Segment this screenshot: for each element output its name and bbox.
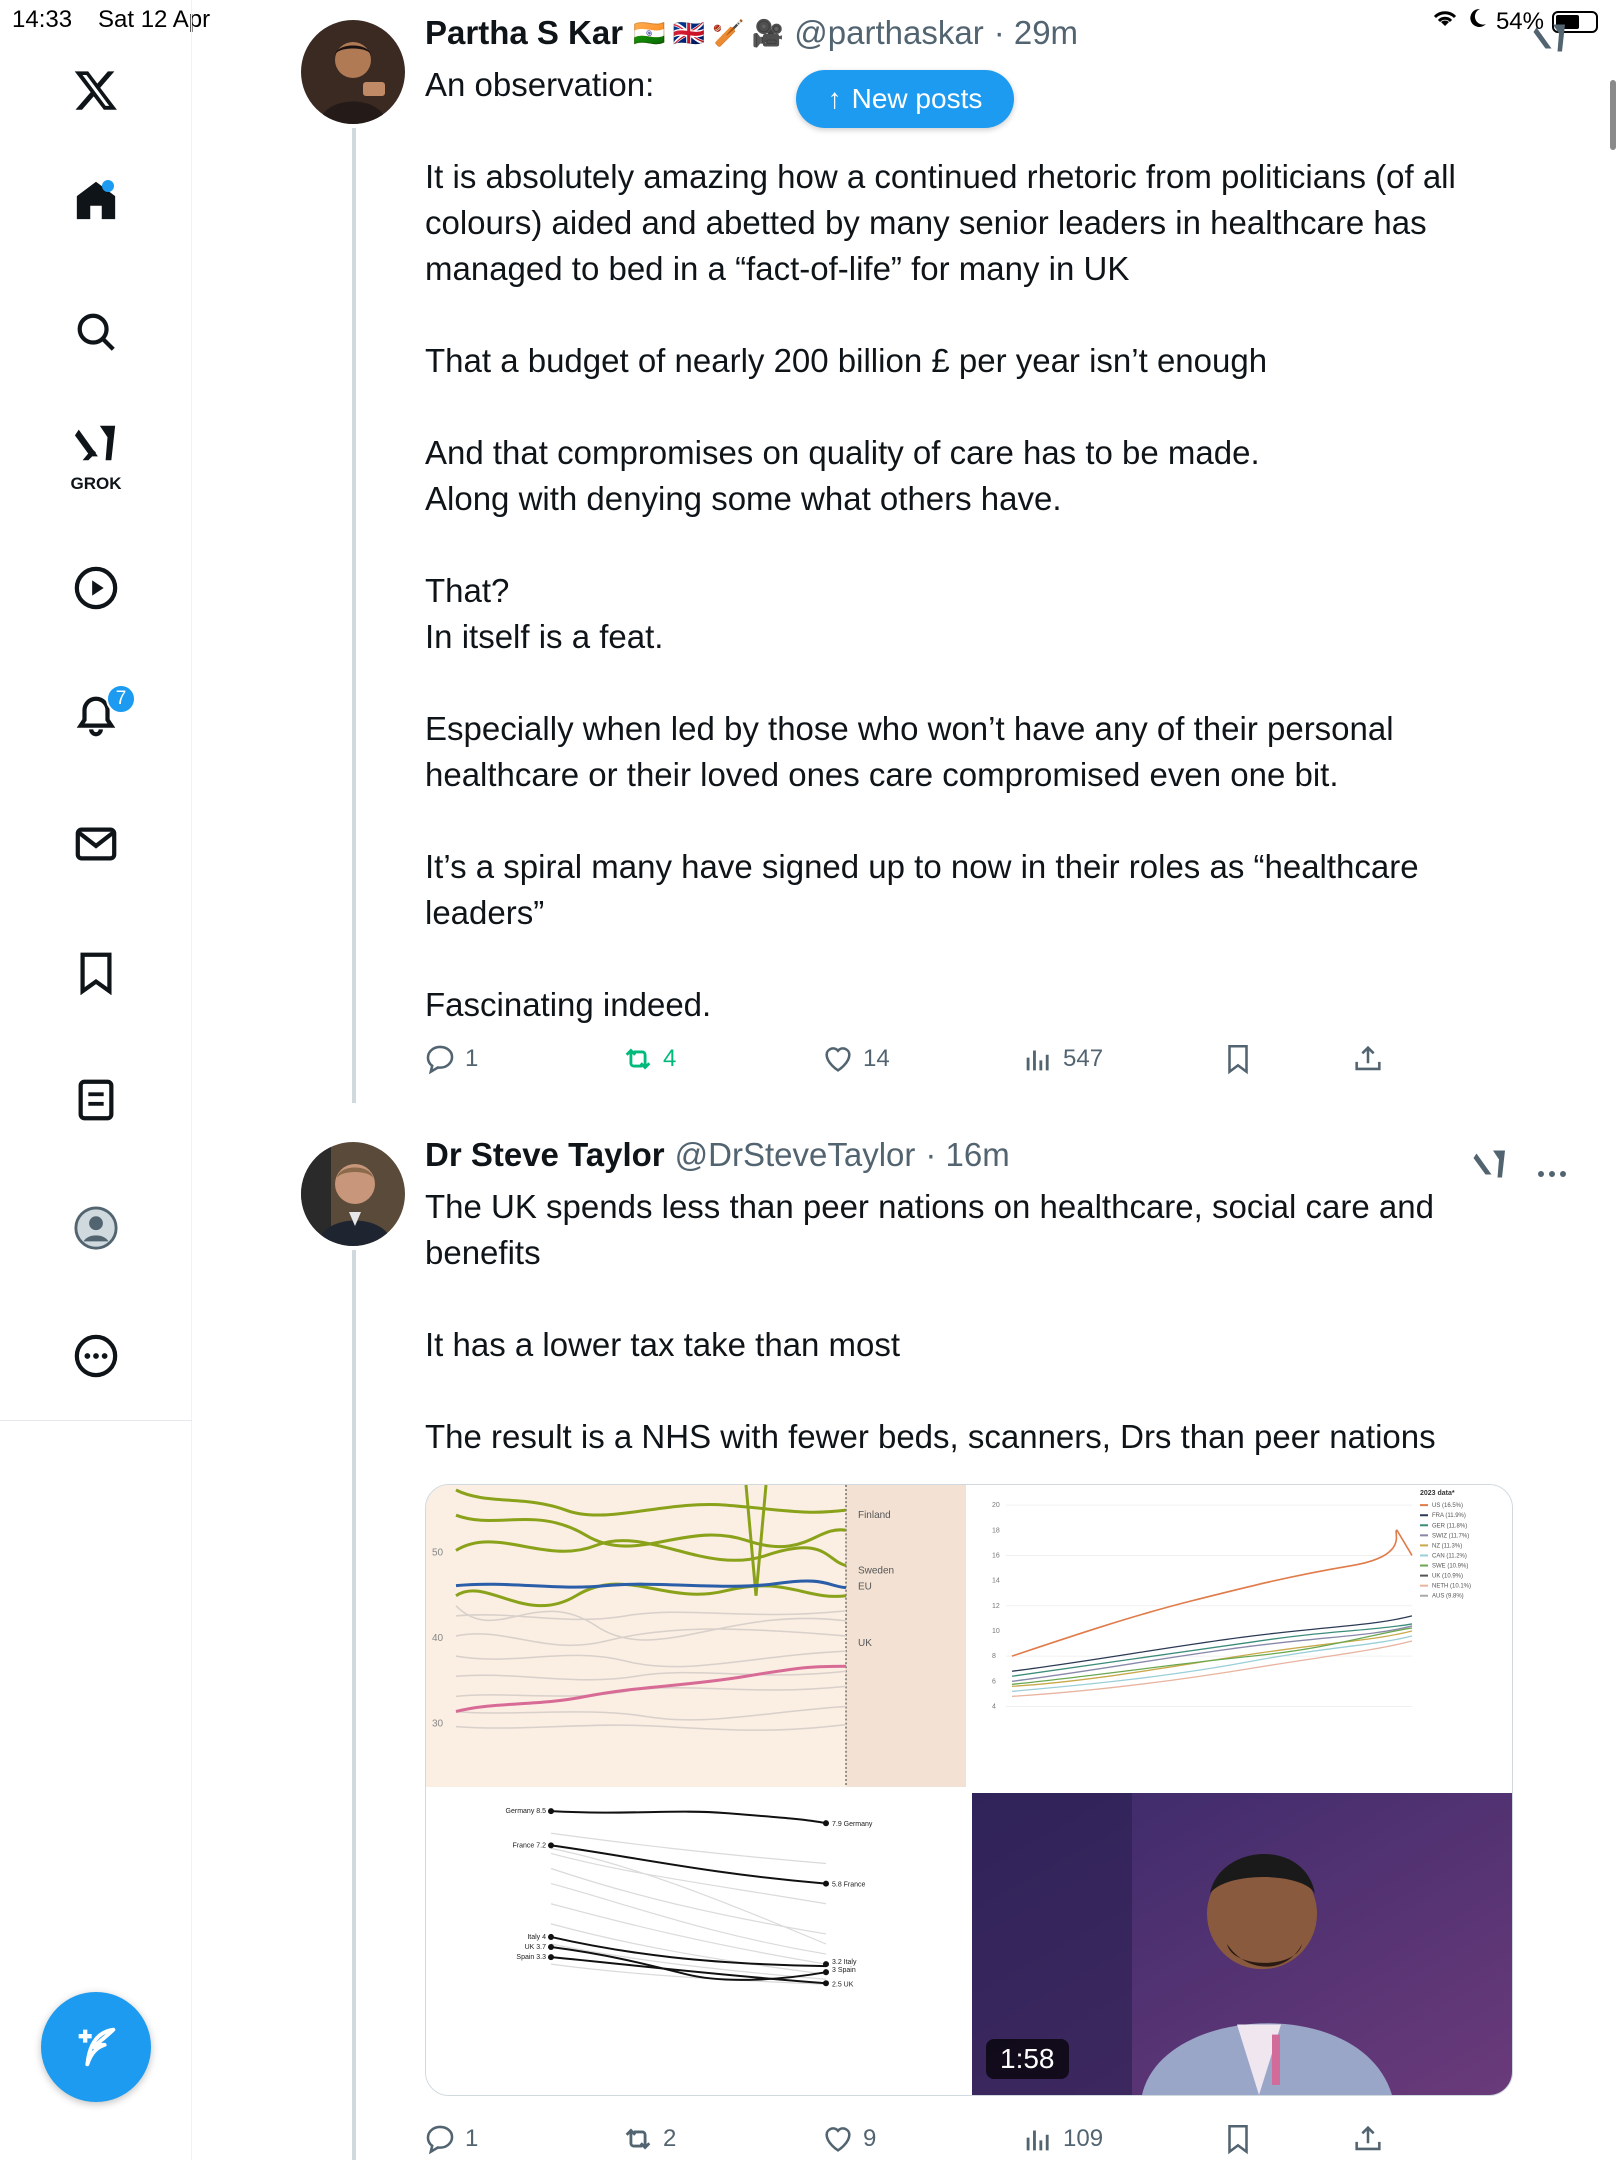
profile-icon [73,1205,119,1251]
tweet[interactable] [193,1128,1620,2160]
tax-chart-label: UK [858,1638,872,1650]
views-icon [1021,1042,1055,1076]
share-icon [1351,1042,1385,1076]
reply-count: 1 [465,2125,479,2152]
tax-chart-label: Sweden [858,1565,895,1577]
beds-left-label: France 7.2 [512,1842,546,1850]
spend-legend-item: US (16.5%) [1432,1503,1463,1510]
home-unread-dot [102,180,114,192]
repost-count: 4 [663,1045,677,1072]
view-count: 547 [1063,1045,1104,1072]
tweet-header [425,1136,1010,1174]
tax-chart-y-tick: 30 [432,1718,444,1730]
sidebar-item-notifications[interactable] [50,670,142,762]
bookmark-icon [73,949,119,995]
views-button[interactable] [1021,1042,1103,1076]
spend-y-tick: 18 [992,1527,1000,1535]
notifications-badge: 7 [106,684,136,714]
mail-icon [73,821,119,867]
repost-button[interactable] [621,2122,676,2156]
sidebar-item-more[interactable] [50,1310,142,1402]
beds-right-label: 3.2 Italy [832,1959,857,1967]
spend-y-tick: 6 [992,1678,996,1686]
beds-left-label: Germany 8.5 [505,1808,546,1816]
reply-icon [423,1042,457,1076]
heart-icon [821,2122,855,2156]
heart-icon [821,1042,855,1076]
tweet-actions [423,1042,1603,1092]
bookmark-icon [1221,1042,1255,1076]
grok-label: GROK [70,474,122,493]
beds-right-label: 2.5 UK [832,1981,854,1989]
beds-right-label: 7.9 Germany [832,1821,873,1829]
grok-icon[interactable] [1532,20,1568,64]
sidebar-item-grok[interactable] [50,408,142,500]
spend-y-tick: 8 [992,1653,996,1661]
bookmark-button[interactable] [1221,2122,1255,2156]
spend-y-tick: 12 [992,1602,1000,1610]
timeline [193,0,1620,2160]
repost-count: 2 [663,2125,677,2152]
share-button[interactable] [1351,2122,1385,2156]
x-logo[interactable] [50,44,142,136]
media-video[interactable] [972,1793,1512,2095]
beds-right-label: 3 Spain [832,1967,856,1975]
sidebar-item-explore[interactable] [50,286,142,378]
views-icon [1021,2122,1055,2156]
repost-button[interactable] [621,1042,676,1076]
spend-legend-item: SWIZ (11.7%) [1432,1533,1470,1540]
bookmark-button[interactable] [1221,1042,1255,1076]
status-date: Sat 12 Apr [98,6,211,33]
search-icon [73,309,119,355]
tweet-actions [423,2122,1603,2160]
play-icon [73,565,119,611]
sidebar-item-home[interactable] [50,154,142,246]
like-count: 14 [863,1045,890,1072]
media-image-health-spend-chart[interactable] [972,1485,1512,1787]
spend-legend-item: FRA (11.9%) [1432,1513,1466,1520]
tweet-text: The UK spends less than peer nations on healthcare, social care and benefits It has a lower tax take than most The result is a NHS with fewer beds, scanners, Drs than peer nations [425,1188,1436,1455]
repost-icon [621,2122,655,2156]
x-logo-icon [73,67,119,113]
media-image-beds-chart[interactable] [426,1793,966,2095]
share-button[interactable] [1351,1042,1385,1076]
tax-chart-label: Finland [858,1510,891,1522]
tax-chart-label: EU [858,1581,872,1593]
tweet-text: An observation: It is absolutely amazing how a continued rhetoric from politicians (of all colours) aided and abetted by many senior leaders in healthcare has managed to bed in a “fact-of-life” for many in UK That a budget of nearly 200 billion £ per year isn’t enough And that compromises on quality of care has to be made. Along with denying some what others have. That? In itself is a feat. Especially when led by those who won’t have any of their personal healthcare or their loved ones care compromised even one bit. It’s a spiral many have signed up to now in their roles as “healthcare leaders” Fascinating indeed. [425,66,1456,1023]
view-count: 109 [1063,2125,1104,2152]
media-image-tax-chart[interactable] [426,1485,966,1787]
beds-right-label: 5.8 France [832,1881,866,1889]
reply-button[interactable] [423,1042,478,1076]
tweet-time[interactable]: · 16m [925,1136,1010,1173]
like-count: 9 [863,2125,877,2152]
reply-icon [423,2122,457,2156]
video-duration: 1:58 [986,2039,1069,2079]
tweet-top-actions [1532,20,1568,64]
grok-icon [73,420,119,466]
tweet-time[interactable]: · 29m [993,14,1079,51]
repost-icon [621,1042,655,1076]
sidebar-item-video[interactable] [50,542,142,634]
tax-chart-y-tick: 40 [432,1633,444,1645]
author-flags: 🇮🇳 🇬🇧 🏏 🎥 [633,17,785,48]
views-button[interactable] [1021,2122,1103,2156]
author-name[interactable]: Partha S Kar [425,14,624,51]
sidebar-item-lists[interactable] [50,1054,142,1146]
spend-y-tick: 16 [992,1552,1000,1560]
tweet[interactable] [193,0,1620,1110]
author-handle[interactable]: @parthaskar [794,14,984,51]
arrow-up-icon: ↑ [827,83,842,114]
tweet-header [425,14,1078,52]
spend-legend-item: AUS (9.8%) [1432,1593,1464,1600]
status-time: 14:33 [12,6,73,33]
more-icon [73,1333,119,1379]
tax-chart-y-tick: 50 [432,1547,444,1559]
spend-y-tick: 20 [992,1502,1000,1510]
spend-legend-item: SWE (10.9%) [1432,1563,1469,1570]
beds-left-label: Spain 3.3 [516,1954,546,1962]
spend-legend-item: NETH (10.1%) [1432,1583,1471,1590]
more-options-icon[interactable] [1536,1150,1568,1187]
spend-legend-item: UK (10.9%) [1432,1573,1463,1580]
compose-icon [70,2021,122,2073]
battery-percent: 54% [1495,7,1544,35]
spend-legend-item: NZ (11.3%) [1432,1543,1463,1550]
spend-y-tick: 4 [992,1703,996,1711]
list-icon [73,1077,119,1123]
avatar[interactable] [301,20,405,124]
spend-legend-item: GER (11.8%) [1432,1523,1468,1530]
spend-legend-title: 2023 data* [1420,1490,1455,1498]
sidebar-item-bookmarks[interactable] [50,926,142,1018]
spend-y-tick: 10 [992,1627,1000,1635]
author-handle[interactable]: @DrSteveTaylor [674,1136,916,1173]
like-button[interactable] [821,2122,876,2156]
avatar[interactable] [301,1142,405,1246]
new-posts-label: New posts [851,83,983,114]
bookmark-icon [1221,2122,1255,2156]
share-icon [1351,2122,1385,2156]
spend-legend-item: CAN (11.2%) [1432,1553,1467,1560]
author-name[interactable]: Dr Steve Taylor [425,1136,665,1173]
compose-button[interactable] [41,1992,151,2102]
beds-left-label: Italy 4 [527,1933,546,1941]
sidebar [0,0,192,2160]
media-grid [425,1484,1513,2096]
sidebar-item-profile[interactable] [50,1182,142,1274]
spend-y-tick: 14 [992,1577,1000,1585]
sidebar-divider [0,1420,192,1421]
reply-button[interactable] [423,2122,478,2156]
sidebar-item-messages[interactable] [50,798,142,890]
reply-count: 1 [465,1045,479,1072]
like-button[interactable] [821,1042,890,1076]
beds-left-label: UK 3.7 [524,1944,546,1952]
